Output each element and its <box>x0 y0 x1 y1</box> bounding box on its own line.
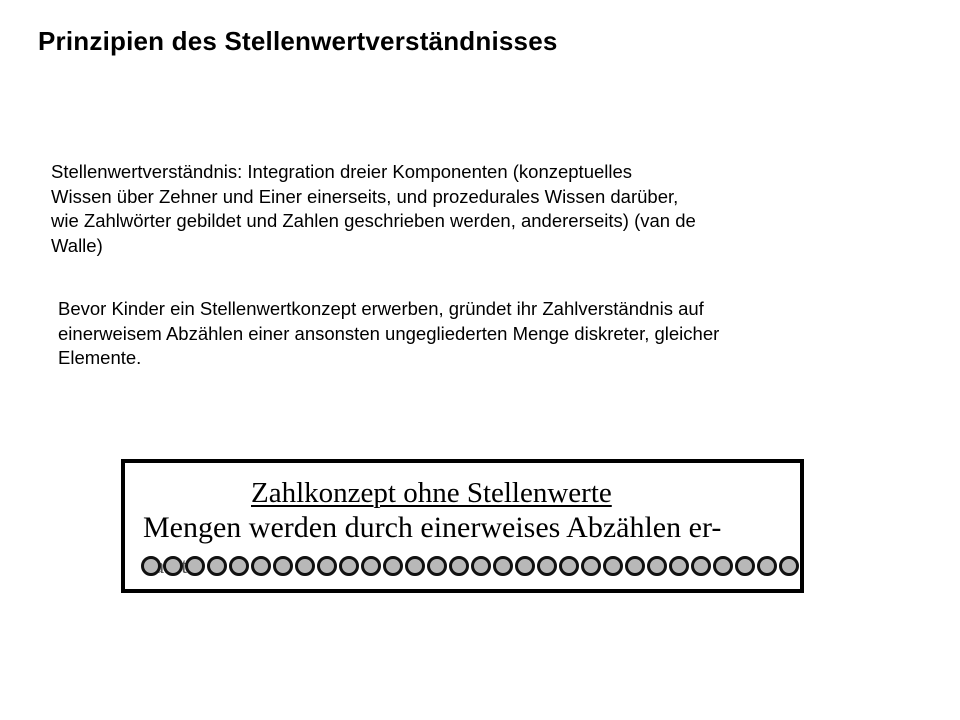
paragraph-definition-line-3: wie Zahlwörter gebildet und Zahlen geschrieben werden, andererseits) (van de <box>51 210 696 231</box>
counting-dot <box>185 556 205 576</box>
counting-dot <box>449 556 469 576</box>
counting-dot <box>295 556 315 576</box>
figure-caption: Mengen werden durch einerweises Abzählen er- <box>143 511 722 544</box>
counting-dot <box>427 556 447 576</box>
paragraph-definition-line-4: Walle) <box>51 234 103 256</box>
scanned-figure <box>121 459 804 593</box>
figure-heading: Zahlkonzept ohne Stellenwerte <box>251 477 612 509</box>
counting-dot <box>361 556 381 576</box>
counting-dot <box>339 556 359 576</box>
counting-dot <box>647 556 667 576</box>
counting-dot <box>537 556 557 576</box>
counting-dot <box>471 556 491 576</box>
paragraph-counting <box>58 297 914 371</box>
counting-dot <box>273 556 293 576</box>
counting-dot <box>383 556 403 576</box>
counting-dot <box>229 556 249 576</box>
paragraph-counting-line-1: Bevor Kinder ein Stellenwertkonzept erwerben, gründet ihr Zahlverständnis auf <box>58 298 704 319</box>
counting-dot <box>779 556 799 576</box>
counting-dot <box>251 556 271 576</box>
counting-dot <box>207 556 227 576</box>
counting-dots-row <box>141 555 801 577</box>
counting-dot <box>735 556 755 576</box>
paragraph-definition <box>51 160 887 258</box>
counting-dot <box>559 556 579 576</box>
counting-dot <box>691 556 711 576</box>
counting-dot <box>669 556 689 576</box>
paragraph-counting-line-3: Elemente. <box>58 347 142 368</box>
counting-dot <box>317 556 337 576</box>
counting-dot <box>141 556 161 576</box>
slide-title: Prinzipien des Stellenwertverständnisses <box>38 26 558 56</box>
counting-dot <box>713 556 733 576</box>
counting-dot <box>163 556 183 576</box>
counting-dot <box>625 556 645 576</box>
counting-dot <box>603 556 623 576</box>
paragraph-definition-line-2: Wissen über Zehner und Einer einerseits, und prozedurales Wissen darüber, <box>51 185 679 207</box>
counting-dot <box>515 556 535 576</box>
paragraph-counting-line-2: einerweisem Abzählen einer ansonsten ungegliederten Menge diskreter, gleicher <box>58 322 720 344</box>
counting-dot <box>801 556 804 576</box>
counting-dot <box>757 556 777 576</box>
paragraph-definition-line-1: Stellenwertverständnis: Integration dreier Komponenten (konzeptuelles <box>51 161 633 182</box>
counting-dot <box>581 556 601 576</box>
counting-dot <box>405 556 425 576</box>
counting-dot <box>493 556 513 576</box>
